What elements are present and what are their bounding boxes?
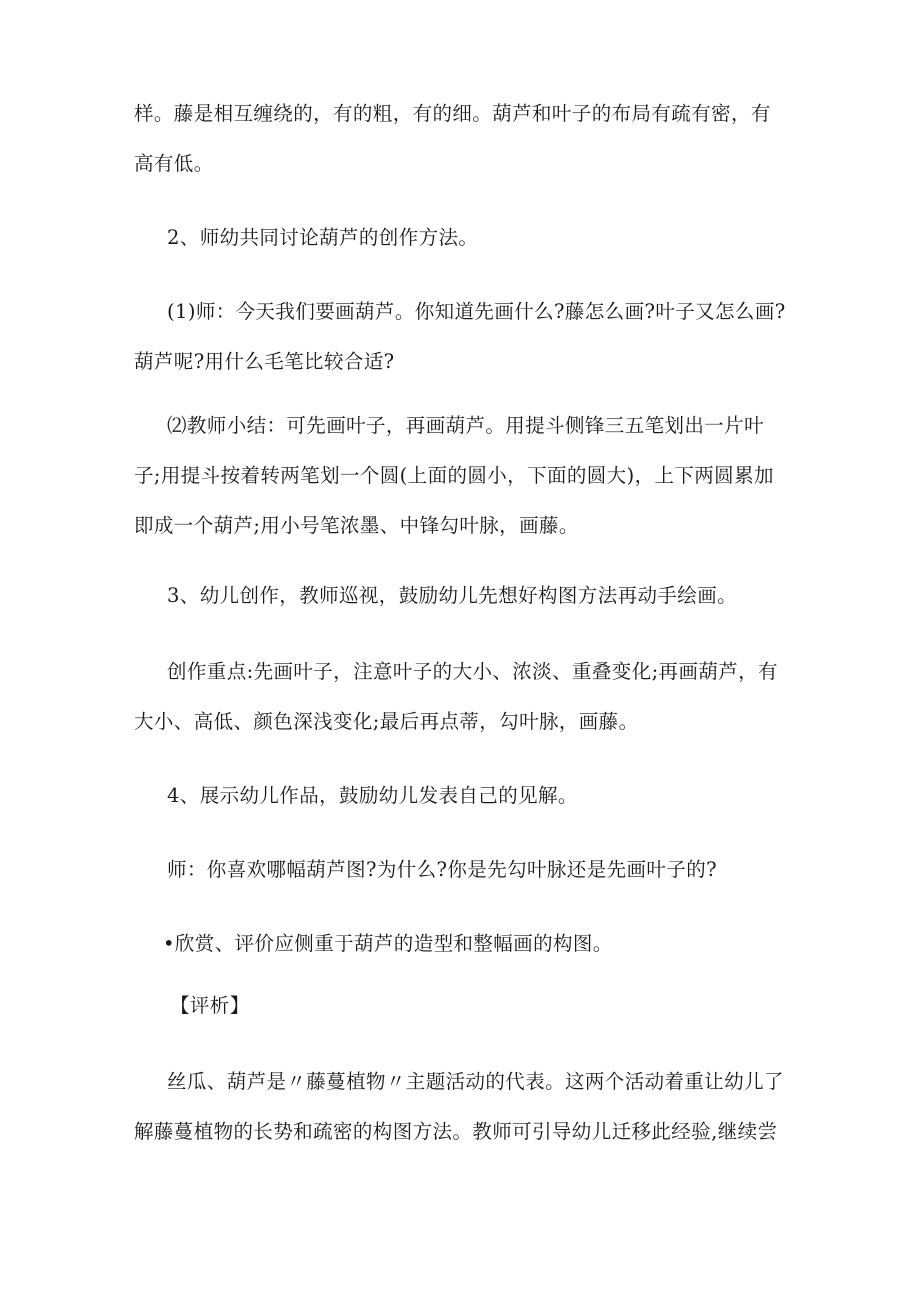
paragraph-1-line-2: 高有低。 (134, 152, 214, 175)
analysis-line-1: 丝瓜、葫芦是〃藤蔓植物〃主题活动的代表。这两个活动着重让幼儿了 (167, 1070, 784, 1093)
analysis-heading: 【评析】 (170, 994, 250, 1017)
teacher-question-line-2: 葫芦呢?用什么毛笔比较合适? (134, 350, 395, 373)
analysis-line-2: 解藤蔓植物的长势和疏密的构图方法。教师可引导幼儿迁移此经验,继续尝 (134, 1120, 778, 1143)
paragraph-1-line-1: 样。藤是相互缠绕的，有的粗，有的细。葫芦和叶子的布局有疏有密，有 (134, 102, 771, 125)
teacher-discussion-question: 师：你喜欢哪幅葫芦图?为什么?你是先勾叶脉还是先画叶子的? (167, 858, 717, 881)
step-2-heading: 2、师幼共同讨论葫芦的创作方法。 (167, 226, 479, 249)
teacher-summary-line-1: ⑵教师小结：可先画叶子，再画葫芦。用提斗侧锋三五笔划出一片叶 (167, 414, 765, 437)
evaluation-note: •欣赏、评价应侧重于葫芦的造型和整幅画的构图。 (163, 932, 613, 955)
teacher-summary-line-2: 子;用提斗按着转两笔划一个圆(上面的圆小，下面的圆大)，上下两圆累加 (134, 464, 774, 487)
teacher-question-line-1: (1)师：今天我们要画葫芦。你知道先画什么?藤怎么画?叶子又怎么画? (167, 300, 786, 323)
step-4-heading: 4、展示幼儿作品，鼓励幼儿发表自己的见解。 (167, 784, 578, 807)
step-3-heading: 3、幼儿创作，教师巡视，鼓励幼儿先想好构图方法再动手绘画。 (167, 584, 738, 607)
creation-focus-line-1: 创作重点:先画叶子，注意叶子的大小、浓淡、重叠变化;再画葫芦，有 (167, 660, 778, 683)
teacher-summary-line-3: 即成一个葫芦;用小号笔浓墨、中锋勾叶脉，画藤。 (134, 514, 579, 537)
creation-focus-line-2: 大小、高低、颜色深浅变化;最后再点蒂，勾叶脉，画藤。 (134, 710, 639, 733)
